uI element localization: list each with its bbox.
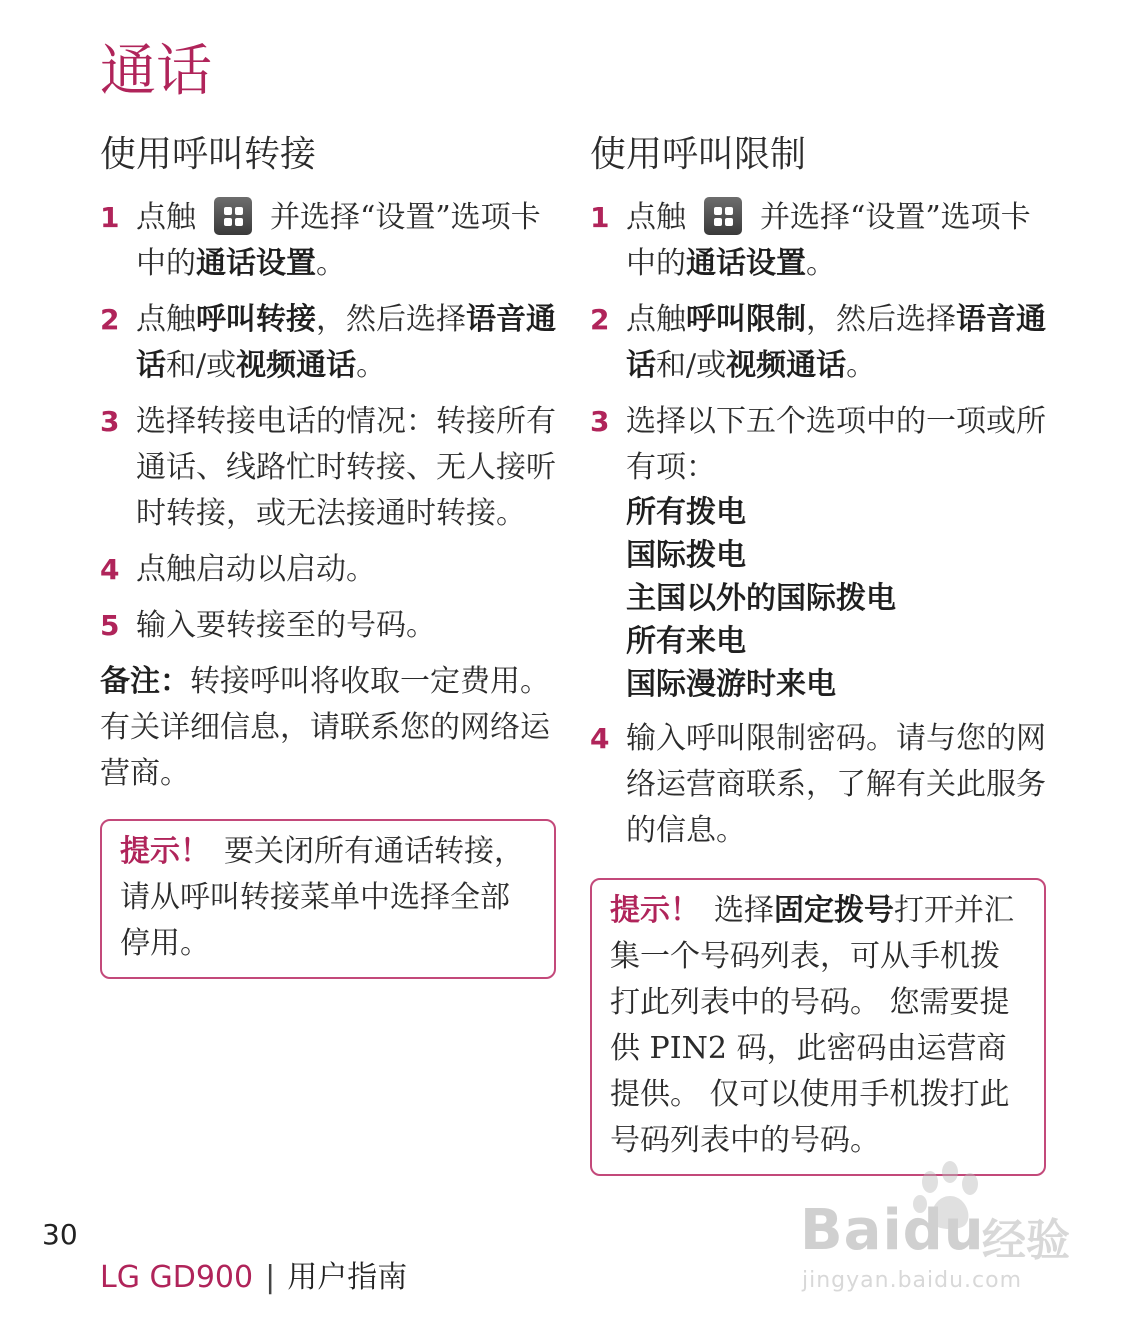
step-text: 。 [316, 245, 346, 281]
step-4 [100, 547, 560, 593]
step-text: 并选择“设置”选项 [760, 199, 1001, 235]
note-text: 转接呼叫将收取一定费用。有关详细信息，请联系您的网络运营商。 [100, 663, 550, 791]
section-title-call-divert: 使用呼叫转接 [100, 134, 317, 175]
step-text: 并选择“设置”选项 [270, 199, 511, 235]
footer-separator: | [265, 1260, 276, 1295]
step-text: 点触启动以启动。 [136, 551, 376, 587]
step-text: 。 [356, 347, 387, 383]
step-number: 2 [100, 302, 120, 336]
step-text: 卡中的 [136, 199, 541, 281]
tip-box-call-divert [100, 819, 556, 979]
call-divert-steps [100, 195, 560, 649]
menu-term-fixed-dial: 固定拨号 [774, 892, 894, 928]
call-barring-steps [590, 195, 1050, 854]
model-name: LG GD900 [100, 1260, 254, 1295]
menu-term-call-divert: 呼叫转接 [196, 301, 316, 337]
call-divert-section [100, 132, 560, 979]
step-text: 点触 [626, 199, 686, 235]
step-text: ，然后选择 [806, 301, 956, 337]
step-3 [100, 399, 560, 537]
step-2 [100, 297, 560, 389]
menu-term-call-settings: 通话设置 [686, 245, 806, 281]
page-number: 30 [42, 1218, 78, 1251]
tip-label: 提示！ [610, 892, 700, 928]
step-text: 。 [806, 245, 836, 281]
step-text: 。 [846, 347, 877, 383]
step-text: 和/或 [166, 347, 237, 383]
guide-label: 用户指南 [287, 1260, 408, 1295]
menu-term-video-call: 视频通话 [236, 347, 357, 383]
watermark-url: jingyan.baidu.com [802, 1268, 1023, 1293]
section-title-call-barring: 使用呼叫限制 [590, 134, 807, 175]
option-international-except-home: 主国以外的国际拨电 [626, 580, 896, 616]
step-1 [590, 195, 1050, 287]
menu-term-call-settings: 通话设置 [196, 245, 316, 281]
step-number: 2 [590, 302, 610, 336]
note [100, 659, 560, 797]
step-2 [590, 297, 1050, 389]
step-number: 1 [100, 200, 120, 234]
option-all-outgoing: 所有拨电 [626, 494, 746, 530]
step-text: 输入呼叫限制密码。请与您的网络运营商联系，了解有关此服务的信息。 [626, 720, 1046, 848]
page-title: 通话 [100, 39, 212, 104]
option-all-incoming: 所有来电 [626, 623, 746, 659]
note-label: 备注： [100, 663, 190, 699]
grid-menu-icon [704, 197, 742, 235]
step-number: 5 [100, 608, 120, 642]
option-incoming-roaming: 国际漫游时来电 [626, 666, 836, 702]
step-number: 3 [100, 404, 120, 438]
step-text: ，然后选择 [316, 301, 466, 337]
step-5 [100, 603, 560, 649]
tip-text: 要关闭所有通话转接，请从呼叫转接菜单中选择全部停用。 [120, 833, 524, 961]
step-text: 卡中的 [626, 199, 1031, 281]
menu-term-call-barring: 呼叫限制 [686, 301, 806, 337]
step-text: 点触 [136, 199, 196, 235]
grid-menu-icon [214, 197, 252, 235]
watermark-cn: 经验 [982, 1215, 1070, 1266]
footer [100, 1252, 407, 1296]
step-text: 点触 [626, 301, 686, 337]
step-4 [590, 716, 1050, 854]
step-number: 4 [100, 552, 120, 586]
step-text: 和/或 [656, 347, 727, 383]
step-3 [590, 399, 1050, 706]
tip-label: 提示！ [120, 833, 210, 869]
step-number: 3 [590, 404, 610, 438]
baidu-watermark [800, 1160, 1100, 1310]
menu-term-voice-call: 语音通话 [626, 301, 1046, 383]
watermark-brand: Baidu [800, 1198, 985, 1263]
tip-text: 打开并汇集一个号码列表，可从手机拨打此列表中的号码。 您需要提供 PIN2 码，此密码由运营商提供。 仅可以使用手机拨打此号码列表中的号码。 [610, 892, 1014, 1158]
menu-term-voice-call: 语音通话 [136, 301, 556, 383]
menu-term-video-call: 视频通话 [726, 347, 847, 383]
step-number: 4 [590, 721, 610, 755]
tip-box-fixed-dial [590, 878, 1046, 1176]
step-text: 选择以下五个选项中的一项或所有项： [626, 403, 1046, 485]
step-text: 选择转接电话的情况：转接所有通话、线路忙时转接、无人接听时转接，或无法接通时转接。 [136, 403, 556, 531]
option-international-outgoing: 国际拨电 [626, 537, 746, 573]
step-number: 1 [590, 200, 610, 234]
step-text: 点触 [136, 301, 196, 337]
call-barring-section [590, 132, 1050, 1176]
step-1 [100, 195, 560, 287]
tip-text: 选择 [714, 892, 774, 928]
step-text: 输入要转接至的号码。 [136, 607, 436, 643]
